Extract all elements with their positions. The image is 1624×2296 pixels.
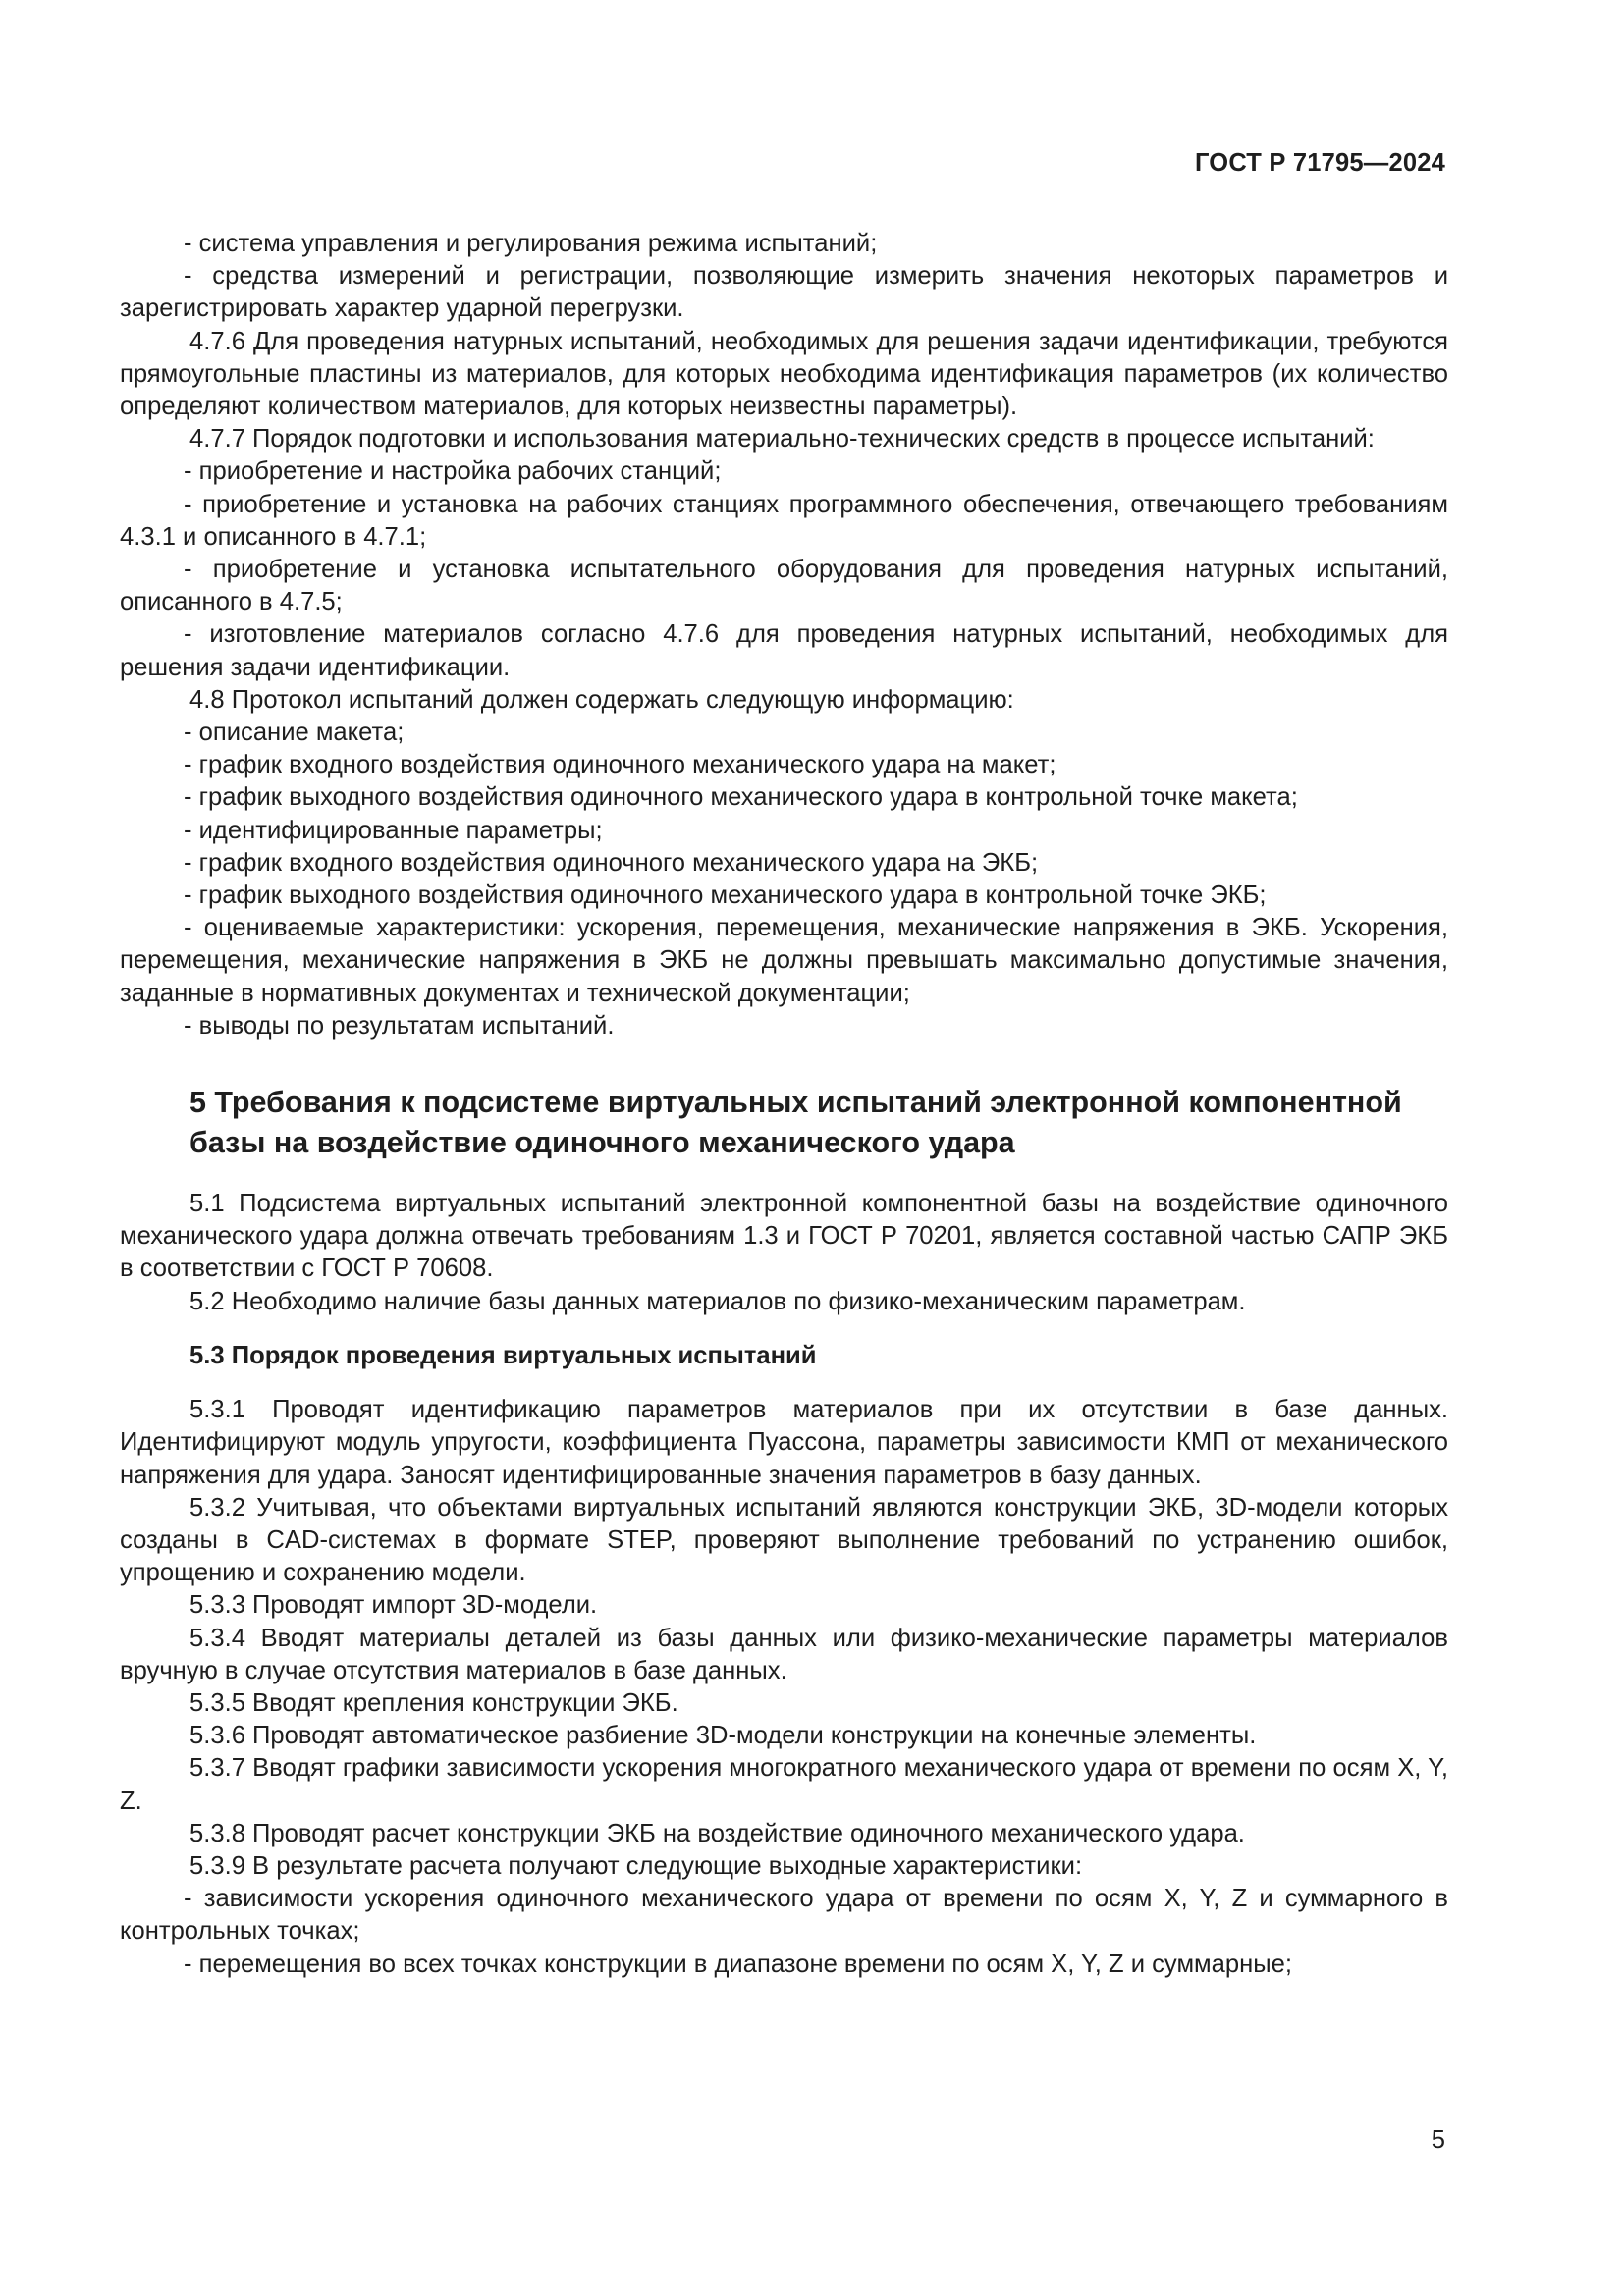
list-item: - приобретение и установка испытательного оборудования для проведения натурных испытаний, описанного в 4.7.5; [120,556,1448,616]
clause-5-3-9: 5.3.9 В результате расчета получают следующие выходные характеристики: [189,1851,1083,1880]
list-item: - график входного воздействия одиночного механического удара на макет; [184,751,1056,779]
clause-5-3-6: 5.3.6 Проводят автоматическое разбиение 3D-модели конструкции на конечные элементы. [189,1722,1257,1750]
subsection-5-3-heading: 5.3 Порядок проведения виртуальных испытаний [189,1341,817,1369]
clause-5-3-2: 5.3.2 Учитывая, что объектами виртуальных испытаний являются конструкции ЭКБ, 3D-модели которых созданы в CAD-системах в формате STEP, проверяют выполнение требований по устранению ошибок, упрощению и сохранению модели. [120,1493,1448,1587]
list-item: - описание макета; [184,719,405,747]
list-item: - оцениваемые характеристики: ускорения, перемещения, механические напряжения в ЭКБ. Ускорения, перемещения, механические напряжения в ЭКБ не должны превышать максимально допустимые значения, заданные в нормативных документах и технической документации; [120,914,1448,1007]
list-item: - зависимости ускорения одиночного механического удара от времени по осям X, Y, Z и суммарного в контрольных точках; [120,1885,1448,1946]
list-item: - график выходного воздействия одиночного механического удара в контрольной точке макета; [184,783,1298,812]
clause-5-2: 5.2 Необходимо наличие базы данных материалов по физико-механическим параметрам. [189,1287,1246,1315]
clause-5-3-4: 5.3.4 Вводят материалы деталей из базы данных или физико-механические параметры материалов вручную в случае отсутствия материалов в базе данных. [120,1624,1448,1684]
clause-5-3-5: 5.3.5 Вводят крепления конструкции ЭКБ. [189,1688,678,1717]
page-number: 5 [1431,2126,1445,2154]
document-code-header: ГОСТ Р 71795—2024 [1194,149,1445,177]
clause-4-7-6: 4.7.6 Для проведения натурных испытаний, необходимых для решения задачи идентификации, требуются прямоугольные пластины из материалов, для которых необходима идентификация параметров (их количество определяют количеством материалов, для которых неизвестны параметры). [120,327,1448,421]
list-item: - система управления и регулирования режима испытаний; [184,230,878,257]
clause-4-7-7: 4.7.7 Порядок подготовки и использования материально-технических средств в процессе испытаний: [189,425,1375,454]
list-item: - перемещения во всех точках конструкции в диапазоне времени по осям X, Y, Z и суммарные; [184,1949,1292,1978]
list-item: - идентифицированные параметры; [184,816,603,844]
clause-5-3-3: 5.3.3 Проводят импорт 3D-модели. [189,1591,598,1620]
list-item: - приобретение и установка на рабочих станциях программного обеспечения, отвечающего требованиям 4.3.1 и описанного в 4.7.1; [120,490,1448,551]
list-item: - средства измерений и регистрации, позволяющие измерить значения некоторых параметров и зарегистрировать характер ударной перегрузки. [120,262,1448,323]
document-body [120,228,1448,1981]
list-item: - приобретение и настройка рабочих станций; [184,457,722,486]
clause-4-8: 4.8 Протокол испытаний должен содержать следующую информацию: [189,685,1014,714]
list-item: - изготовление материалов согласно 4.7.6 для проведения натурных испытаний, необходимых для решения задачи идентификации. [120,620,1448,681]
clause-5-3-1: 5.3.1 Проводят идентификацию параметров материалов при их отсутствии в базе данных. Идентифицируют модуль упругости, коэффициента Пуассона, параметры зависимости КМП от механического напряжения для удара. Заносят идентифицированные значения параметров в базу данных. [120,1396,1448,1489]
list-item: - выводы по результатам испытаний. [184,1011,615,1040]
list-item: - график входного воздействия одиночного механического удара на ЭКБ; [184,848,1039,877]
clause-5-3-7: 5.3.7 Вводят графики зависимости ускорения многократного механического удара от времени по осям X, Y, Z. [120,1754,1448,1815]
list-item: - график выходного воздействия одиночного механического удара в контрольной точке ЭКБ; [184,881,1267,910]
clause-5-3-8: 5.3.8 Проводят расчет конструкции ЭКБ на воздействие одиночного механического удара. [189,1819,1245,1847]
clause-5-1: 5.1 Подсистема виртуальных испытаний электронной компонентной базы на воздействие одиночного механического удара должна отвечать требованиям 1.3 и ГОСТ Р 70201, является составной частью САПР ЭКБ в соответствии с ГОСТ Р 70608. [120,1190,1448,1283]
section-5-heading: 5 Требования к подсистеме виртуальных испытаний электронной компонентной базы на воздействие одиночного механического удара [189,1086,1402,1160]
